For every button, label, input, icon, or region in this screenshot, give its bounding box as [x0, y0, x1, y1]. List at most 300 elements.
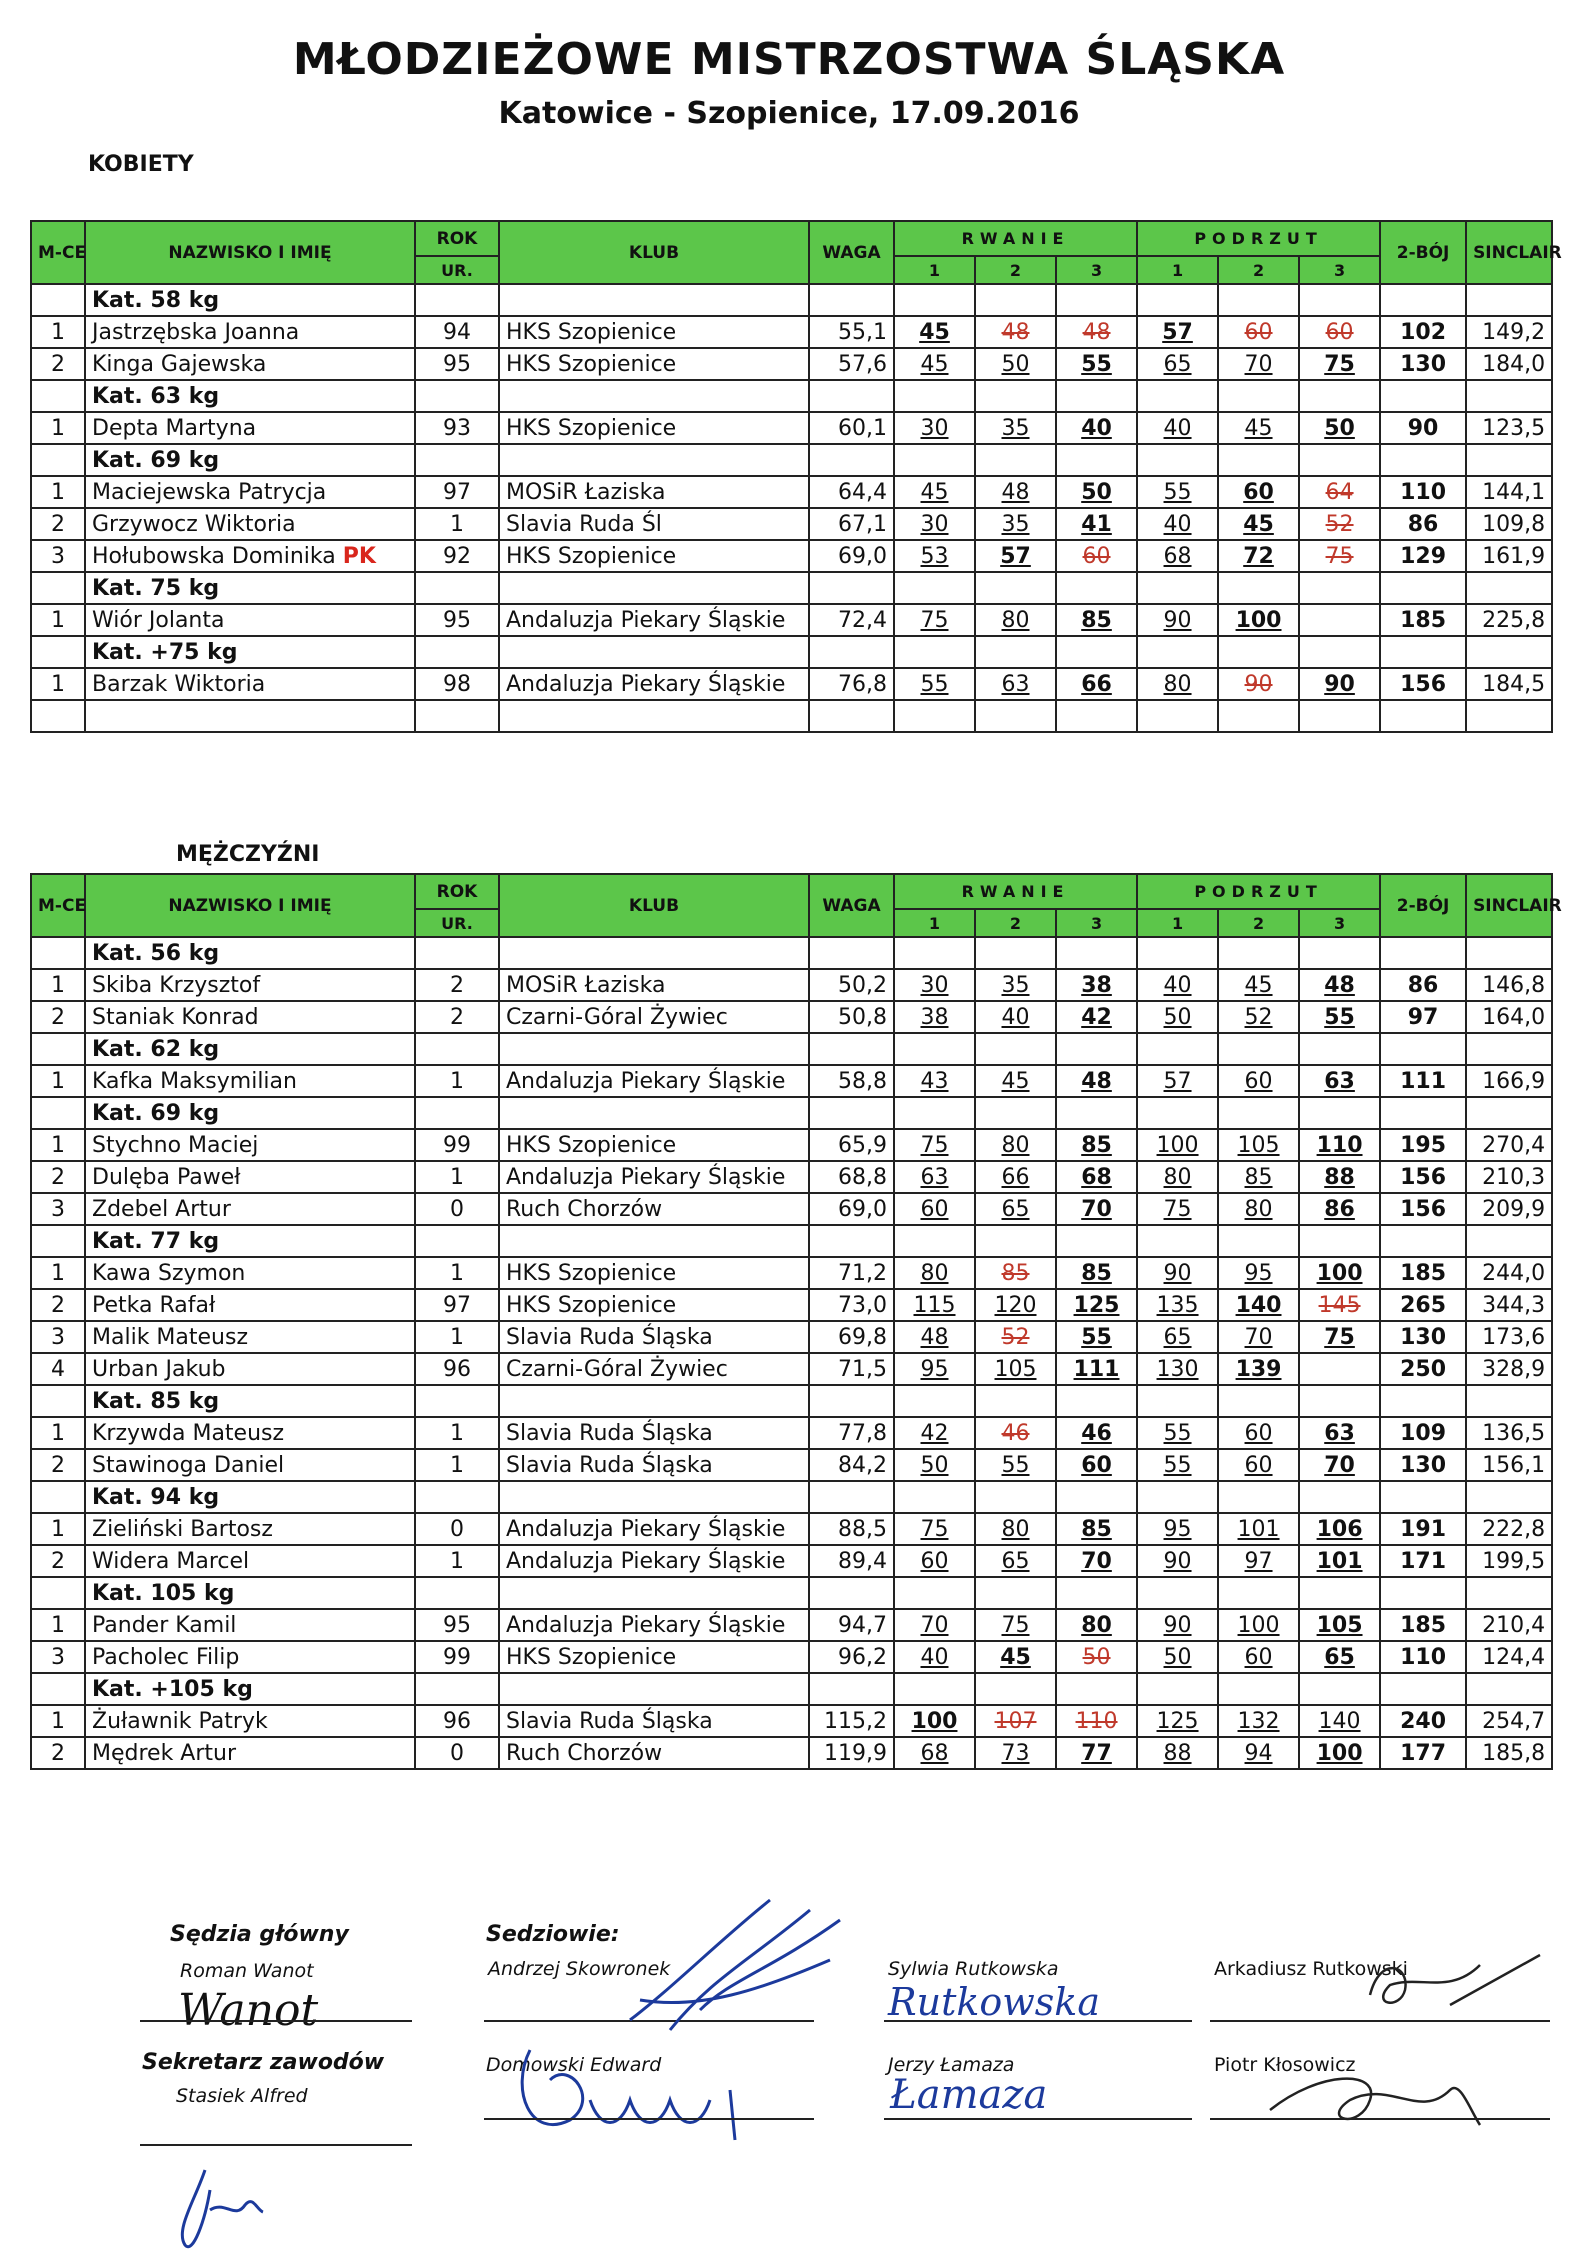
empty-cell	[1299, 1481, 1380, 1513]
athlete-row	[31, 1193, 1552, 1225]
clean-jerk-attempt-2: 100	[1218, 604, 1299, 636]
empty-cell	[1218, 380, 1299, 412]
col-name: NAZWISKO I IMIĘ	[85, 221, 415, 284]
empty-cell	[809, 1673, 894, 1705]
head-judge-line	[140, 2020, 412, 2022]
empty-cell	[1137, 700, 1218, 732]
athlete-name-cell	[85, 1129, 415, 1161]
clean-jerk-attempt-1: 90	[1137, 604, 1218, 636]
snatch-attempt-2: 46	[975, 1417, 1056, 1449]
col-sinclair: SINCLAIR	[1466, 874, 1552, 937]
sinclair-cell: 123,5	[1466, 412, 1552, 444]
place-cell	[31, 937, 85, 969]
empty-cell	[1056, 1385, 1137, 1417]
empty-cell	[1299, 444, 1380, 476]
athlete-name-cell	[85, 1065, 415, 1097]
athlete-name-cell	[85, 1321, 415, 1353]
empty-cell	[415, 1673, 499, 1705]
club-cell: HKS Szopienice	[499, 540, 809, 572]
sinclair-cell: 184,5	[1466, 668, 1552, 700]
year-cell: 95	[415, 1609, 499, 1641]
year-cell: 97	[415, 1289, 499, 1321]
men-section-label: MĘŻCZYŹNI	[176, 842, 320, 867]
athlete-name-cell	[85, 1353, 415, 1385]
clean-jerk-attempt-3: 75	[1299, 348, 1380, 380]
athlete-row	[31, 1321, 1552, 1353]
athlete-row	[31, 969, 1552, 1001]
total-cell: 129	[1380, 540, 1466, 572]
page-title: MŁODZIEŻOWE MISTRZOSTWA ŚLĄSKA	[292, 34, 1286, 85]
clean-jerk-attempt-1: 100	[1137, 1129, 1218, 1161]
athlete-name: Żuławnik Patryk	[92, 1708, 268, 1734]
athlete-name: Kafka Maksymilian	[92, 1068, 297, 1094]
empty-cell	[975, 572, 1056, 604]
athlete-name: Depta Martyna	[92, 415, 257, 441]
judge-4-signature-icon	[490, 2030, 790, 2150]
empty-cell	[1056, 572, 1137, 604]
clean-jerk-attempt-2: 85	[1218, 1161, 1299, 1193]
category-label: Kat. 56 kg	[85, 937, 415, 969]
place-cell: 2	[31, 1161, 85, 1193]
clean-jerk-attempt-1: 55	[1137, 1449, 1218, 1481]
total-cell: 185	[1380, 1609, 1466, 1641]
weight-cell: 68,8	[809, 1161, 894, 1193]
empty-cell	[499, 572, 809, 604]
sinclair-cell: 124,4	[1466, 1641, 1552, 1673]
sinclair-cell: 270,4	[1466, 1129, 1552, 1161]
empty-cell	[1137, 284, 1218, 316]
club-cell: Andaluzja Piekary Śląskie	[499, 1545, 809, 1577]
athlete-name: Jastrzębska Joanna	[92, 319, 300, 345]
empty-cell	[809, 1033, 894, 1065]
snatch-attempt-2: 120	[975, 1289, 1056, 1321]
weight-cell: 50,8	[809, 1001, 894, 1033]
empty-cell	[415, 1577, 499, 1609]
empty-cell	[1218, 1481, 1299, 1513]
col-year-bottom: UR.	[415, 256, 499, 284]
clean-jerk-attempt-2: 97	[1218, 1545, 1299, 1577]
clean-jerk-attempt-3: 70	[1299, 1449, 1380, 1481]
category-row	[31, 284, 1552, 316]
club-cell: MOSiR Łaziska	[499, 969, 809, 1001]
empty-cell	[499, 937, 809, 969]
empty-cell	[1056, 1225, 1137, 1257]
empty-cell	[1299, 937, 1380, 969]
snatch-attempt-2: 57	[975, 540, 1056, 572]
clean-jerk-attempt-1: 40	[1137, 508, 1218, 540]
total-cell: 156	[1380, 668, 1466, 700]
athlete-name: Dulęba Paweł	[92, 1164, 241, 1190]
empty-cell	[85, 700, 415, 732]
athlete-name: Krzywda Mateusz	[92, 1420, 285, 1446]
total-cell: 110	[1380, 476, 1466, 508]
athlete-name: Wiór Jolanta	[92, 607, 225, 633]
club-cell: Ruch Chorzów	[499, 1193, 809, 1225]
empty-cell	[975, 1225, 1056, 1257]
empty-cell	[1137, 1673, 1218, 1705]
clean-jerk-attempt-2: 60	[1218, 316, 1299, 348]
club-cell: HKS Szopienice	[499, 412, 809, 444]
club-cell: Andaluzja Piekary Śląskie	[499, 1513, 809, 1545]
snatch-attempt-2: 80	[975, 604, 1056, 636]
empty-cell	[894, 1577, 975, 1609]
sinclair-cell: 185,8	[1466, 1737, 1552, 1769]
empty-cell	[975, 937, 1056, 969]
place-cell: 1	[31, 316, 85, 348]
place-cell: 3	[31, 1641, 85, 1673]
year-cell: 0	[415, 1193, 499, 1225]
club-cell: Andaluzja Piekary Śląskie	[499, 1065, 809, 1097]
empty-cell	[1380, 700, 1466, 732]
empty-cell	[499, 444, 809, 476]
empty-cell	[1299, 284, 1380, 316]
snatch-attempt-2: 55	[975, 1449, 1056, 1481]
judge-2-line	[884, 2020, 1192, 2022]
athlete-name-cell	[85, 1161, 415, 1193]
category-label: Kat. 63 kg	[85, 380, 415, 412]
snatch-attempt-3: 60	[1056, 540, 1137, 572]
sinclair-cell: 254,7	[1466, 1705, 1552, 1737]
year-cell: 94	[415, 316, 499, 348]
snatch-attempt-3: 80	[1056, 1609, 1137, 1641]
athlete-name-cell	[85, 348, 415, 380]
empty-cell	[1380, 1577, 1466, 1609]
empty-cell	[415, 636, 499, 668]
col-clean-jerk: PODRZUT	[1137, 874, 1380, 909]
judge-6-line	[1210, 2118, 1550, 2120]
empty-cell	[975, 284, 1056, 316]
snatch-attempt-1: 75	[894, 604, 975, 636]
athlete-name: Malik Mateusz	[92, 1324, 248, 1350]
col-attempt-2: 2	[975, 256, 1056, 284]
athlete-name-cell	[85, 508, 415, 540]
place-cell: 3	[31, 1321, 85, 1353]
empty-cell	[894, 700, 975, 732]
clean-jerk-attempt-3: 55	[1299, 1001, 1380, 1033]
clean-jerk-attempt-2: 95	[1218, 1257, 1299, 1289]
judge-4-line	[484, 2118, 814, 2120]
page-subtitle: Katowice - Szopienice, 17.09.2016	[498, 96, 1080, 131]
empty-cell	[1466, 284, 1552, 316]
empty-cell	[1466, 380, 1552, 412]
col-total: 2-BÓJ	[1380, 221, 1466, 284]
clean-jerk-attempt-1: 80	[1137, 668, 1218, 700]
empty-cell	[809, 572, 894, 604]
category-row	[31, 572, 1552, 604]
snatch-attempt-1: 115	[894, 1289, 975, 1321]
col-clean-jerk: PODRZUT	[1137, 221, 1380, 256]
snatch-attempt-2: 66	[975, 1161, 1056, 1193]
athlete-row	[31, 348, 1552, 380]
snatch-attempt-1: 45	[894, 316, 975, 348]
athlete-name: Barzak Wiktoria	[92, 671, 266, 697]
athlete-name-cell	[85, 316, 415, 348]
snatch-attempt-2: 65	[975, 1193, 1056, 1225]
club-cell: Andaluzja Piekary Śląskie	[499, 668, 809, 700]
empty-row	[31, 700, 1552, 732]
sinclair-cell: 222,8	[1466, 1513, 1552, 1545]
total-cell: 97	[1380, 1001, 1466, 1033]
sinclair-cell: 164,0	[1466, 1001, 1552, 1033]
category-row	[31, 1033, 1552, 1065]
col-club: KLUB	[499, 221, 809, 284]
athlete-row	[31, 1289, 1552, 1321]
empty-cell	[415, 284, 499, 316]
empty-cell	[415, 380, 499, 412]
club-cell: HKS Szopienice	[499, 1129, 809, 1161]
athlete-row	[31, 316, 1552, 348]
category-label: Kat. 75 kg	[85, 572, 415, 604]
total-cell: 86	[1380, 508, 1466, 540]
sinclair-cell: 109,8	[1466, 508, 1552, 540]
club-cell: Andaluzja Piekary Śląskie	[499, 1161, 809, 1193]
clean-jerk-attempt-2: 139	[1218, 1353, 1299, 1385]
col-attempt-3: 3	[1299, 256, 1380, 284]
empty-cell	[1299, 380, 1380, 412]
category-label: Kat. 77 kg	[85, 1225, 415, 1257]
col-attempt-3: 3	[1299, 909, 1380, 937]
place-cell: 1	[31, 1705, 85, 1737]
sinclair-cell: 156,1	[1466, 1449, 1552, 1481]
empty-cell	[809, 1097, 894, 1129]
empty-cell	[1218, 1097, 1299, 1129]
clean-jerk-attempt-3: 100	[1299, 1737, 1380, 1769]
total-cell: 185	[1380, 604, 1466, 636]
sinclair-cell: 344,3	[1466, 1289, 1552, 1321]
empty-cell	[1056, 380, 1137, 412]
total-cell: 86	[1380, 969, 1466, 1001]
sinclair-cell: 173,6	[1466, 1321, 1552, 1353]
total-cell: 111	[1380, 1065, 1466, 1097]
clean-jerk-attempt-3: 63	[1299, 1417, 1380, 1449]
clean-jerk-attempt-3: 101	[1299, 1545, 1380, 1577]
col-attempt-3: 3	[1056, 909, 1137, 937]
sinclair-cell: 136,5	[1466, 1417, 1552, 1449]
clean-jerk-attempt-1: 90	[1137, 1609, 1218, 1641]
judge-2-name: Sylwia Rutkowska	[888, 1958, 1059, 1980]
club-cell: Andaluzja Piekary Śląskie	[499, 1609, 809, 1641]
col-attempt-2: 2	[1218, 256, 1299, 284]
clean-jerk-attempt-1: 65	[1137, 1321, 1218, 1353]
weight-cell: 115,2	[809, 1705, 894, 1737]
clean-jerk-attempt-1: 65	[1137, 348, 1218, 380]
place-cell	[31, 572, 85, 604]
club-cell: Slavia Ruda Śląska	[499, 1321, 809, 1353]
empty-cell	[1218, 572, 1299, 604]
category-row	[31, 636, 1552, 668]
snatch-attempt-1: 63	[894, 1161, 975, 1193]
clean-jerk-attempt-3: 110	[1299, 1129, 1380, 1161]
empty-cell	[1056, 1033, 1137, 1065]
clean-jerk-attempt-1: 135	[1137, 1289, 1218, 1321]
athlete-row	[31, 412, 1552, 444]
club-cell: Ruch Chorzów	[499, 1737, 809, 1769]
weight-cell: 119,9	[809, 1737, 894, 1769]
athlete-name-cell	[85, 1193, 415, 1225]
athlete-name: Petka Rafał	[92, 1292, 216, 1318]
clean-jerk-attempt-3	[1299, 1353, 1380, 1385]
snatch-attempt-3: 55	[1056, 348, 1137, 380]
weight-cell: 89,4	[809, 1545, 894, 1577]
weight-cell: 84,2	[809, 1449, 894, 1481]
clean-jerk-attempt-3: 90	[1299, 668, 1380, 700]
empty-cell	[499, 1673, 809, 1705]
empty-cell	[809, 1481, 894, 1513]
athlete-row	[31, 1609, 1552, 1641]
place-cell	[31, 636, 85, 668]
athlete-name-cell	[85, 969, 415, 1001]
athlete-name: Kinga Gajewska	[92, 351, 267, 377]
judge-5-name: Jerzy Łamaza	[888, 2054, 1015, 2076]
judge-3-signature-icon	[1350, 1935, 1550, 2025]
empty-cell	[1056, 1577, 1137, 1609]
judge-3-line	[1210, 2020, 1550, 2022]
athlete-name-cell	[85, 540, 415, 572]
snatch-attempt-3: 48	[1056, 1065, 1137, 1097]
club-cell: MOSiR Łaziska	[499, 476, 809, 508]
col-attempt-1: 1	[1137, 256, 1218, 284]
total-cell: 130	[1380, 1449, 1466, 1481]
year-cell: 1	[415, 1161, 499, 1193]
clean-jerk-attempt-2: 132	[1218, 1705, 1299, 1737]
athlete-row	[31, 1449, 1552, 1481]
year-cell: 2	[415, 1001, 499, 1033]
weight-cell: 88,5	[809, 1513, 894, 1545]
total-cell: 171	[1380, 1545, 1466, 1577]
judge-6-signature-icon	[1260, 2050, 1520, 2140]
empty-cell	[809, 636, 894, 668]
empty-cell	[1466, 1577, 1552, 1609]
weight-cell: 72,4	[809, 604, 894, 636]
sinclair-cell: 210,4	[1466, 1609, 1552, 1641]
empty-cell	[1056, 700, 1137, 732]
clean-jerk-attempt-3: 105	[1299, 1609, 1380, 1641]
category-label: Kat. 105 kg	[85, 1577, 415, 1609]
empty-cell	[894, 284, 975, 316]
empty-cell	[1466, 444, 1552, 476]
empty-cell	[894, 636, 975, 668]
athlete-name: Stawinoga Daniel	[92, 1452, 285, 1478]
snatch-attempt-2: 35	[975, 508, 1056, 540]
empty-cell	[809, 380, 894, 412]
weight-cell: 77,8	[809, 1417, 894, 1449]
place-cell: 1	[31, 1065, 85, 1097]
category-row	[31, 1385, 1552, 1417]
year-cell: 99	[415, 1641, 499, 1673]
total-cell: 156	[1380, 1161, 1466, 1193]
snatch-attempt-1: 42	[894, 1417, 975, 1449]
clean-jerk-attempt-2: 52	[1218, 1001, 1299, 1033]
snatch-attempt-3: 111	[1056, 1353, 1137, 1385]
clean-jerk-attempt-3: 65	[1299, 1641, 1380, 1673]
col-attempt-1: 1	[1137, 909, 1218, 937]
women-results-table	[30, 220, 1562, 733]
place-cell: 2	[31, 1545, 85, 1577]
place-cell: 2	[31, 1001, 85, 1033]
snatch-attempt-1: 68	[894, 1737, 975, 1769]
clean-jerk-attempt-2: 80	[1218, 1193, 1299, 1225]
athlete-row	[31, 1353, 1552, 1385]
category-row	[31, 444, 1552, 476]
athlete-row	[31, 1161, 1552, 1193]
athlete-name-cell	[85, 604, 415, 636]
clean-jerk-attempt-3: 48	[1299, 969, 1380, 1001]
snatch-attempt-1: 75	[894, 1513, 975, 1545]
athlete-name-cell	[85, 1289, 415, 1321]
total-cell: 109	[1380, 1417, 1466, 1449]
clean-jerk-attempt-2: 60	[1218, 1065, 1299, 1097]
athlete-name-cell	[85, 1737, 415, 1769]
empty-cell	[1137, 937, 1218, 969]
snatch-attempt-3: 85	[1056, 1257, 1137, 1289]
weight-cell: 71,5	[809, 1353, 894, 1385]
snatch-attempt-2: 45	[975, 1641, 1056, 1673]
empty-cell	[975, 1577, 1056, 1609]
athlete-name: Pacholec Filip	[92, 1644, 240, 1670]
category-label: Kat. 69 kg	[85, 1097, 415, 1129]
place-cell: 1	[31, 604, 85, 636]
year-cell: 1	[415, 1065, 499, 1097]
sinclair-cell: 144,1	[1466, 476, 1552, 508]
total-cell: 250	[1380, 1353, 1466, 1385]
snatch-attempt-1: 48	[894, 1321, 975, 1353]
snatch-attempt-1: 60	[894, 1193, 975, 1225]
place-cell	[31, 1097, 85, 1129]
secretary-name: Stasiek Alfred	[176, 2085, 308, 2107]
club-cell: HKS Szopienice	[499, 1289, 809, 1321]
place-cell	[31, 1481, 85, 1513]
year-cell: 0	[415, 1513, 499, 1545]
clean-jerk-attempt-2: 90	[1218, 668, 1299, 700]
club-cell: Czarni-Góral Żywiec	[499, 1001, 809, 1033]
empty-cell	[1056, 937, 1137, 969]
sinclair-cell: 146,8	[1466, 969, 1552, 1001]
empty-cell	[1380, 284, 1466, 316]
total-cell: 130	[1380, 1321, 1466, 1353]
snatch-attempt-3: 70	[1056, 1193, 1137, 1225]
empty-cell	[1056, 636, 1137, 668]
snatch-attempt-3: 85	[1056, 1513, 1137, 1545]
weight-cell: 58,8	[809, 1065, 894, 1097]
total-cell: 102	[1380, 316, 1466, 348]
place-cell: 1	[31, 1129, 85, 1161]
empty-cell	[1466, 937, 1552, 969]
col-snatch: RWANIE	[894, 874, 1137, 909]
empty-cell	[975, 700, 1056, 732]
place-cell: 1	[31, 969, 85, 1001]
empty-cell	[975, 1097, 1056, 1129]
snatch-attempt-2: 52	[975, 1321, 1056, 1353]
judge-1-name: Andrzej Skowronek	[488, 1958, 671, 1980]
empty-cell	[1218, 1385, 1299, 1417]
weight-cell: 64,4	[809, 476, 894, 508]
empty-cell	[1466, 700, 1552, 732]
clean-jerk-attempt-3: 106	[1299, 1513, 1380, 1545]
category-label: Kat. 94 kg	[85, 1481, 415, 1513]
snatch-attempt-1: 30	[894, 508, 975, 540]
empty-cell	[1218, 1673, 1299, 1705]
empty-cell	[1380, 937, 1466, 969]
place-cell	[31, 1577, 85, 1609]
empty-cell	[809, 937, 894, 969]
year-cell: 97	[415, 476, 499, 508]
category-row	[31, 1225, 1552, 1257]
weight-cell: 76,8	[809, 668, 894, 700]
clean-jerk-attempt-3: 86	[1299, 1193, 1380, 1225]
athlete-row	[31, 1513, 1552, 1545]
empty-cell	[1299, 572, 1380, 604]
total-cell: 191	[1380, 1513, 1466, 1545]
